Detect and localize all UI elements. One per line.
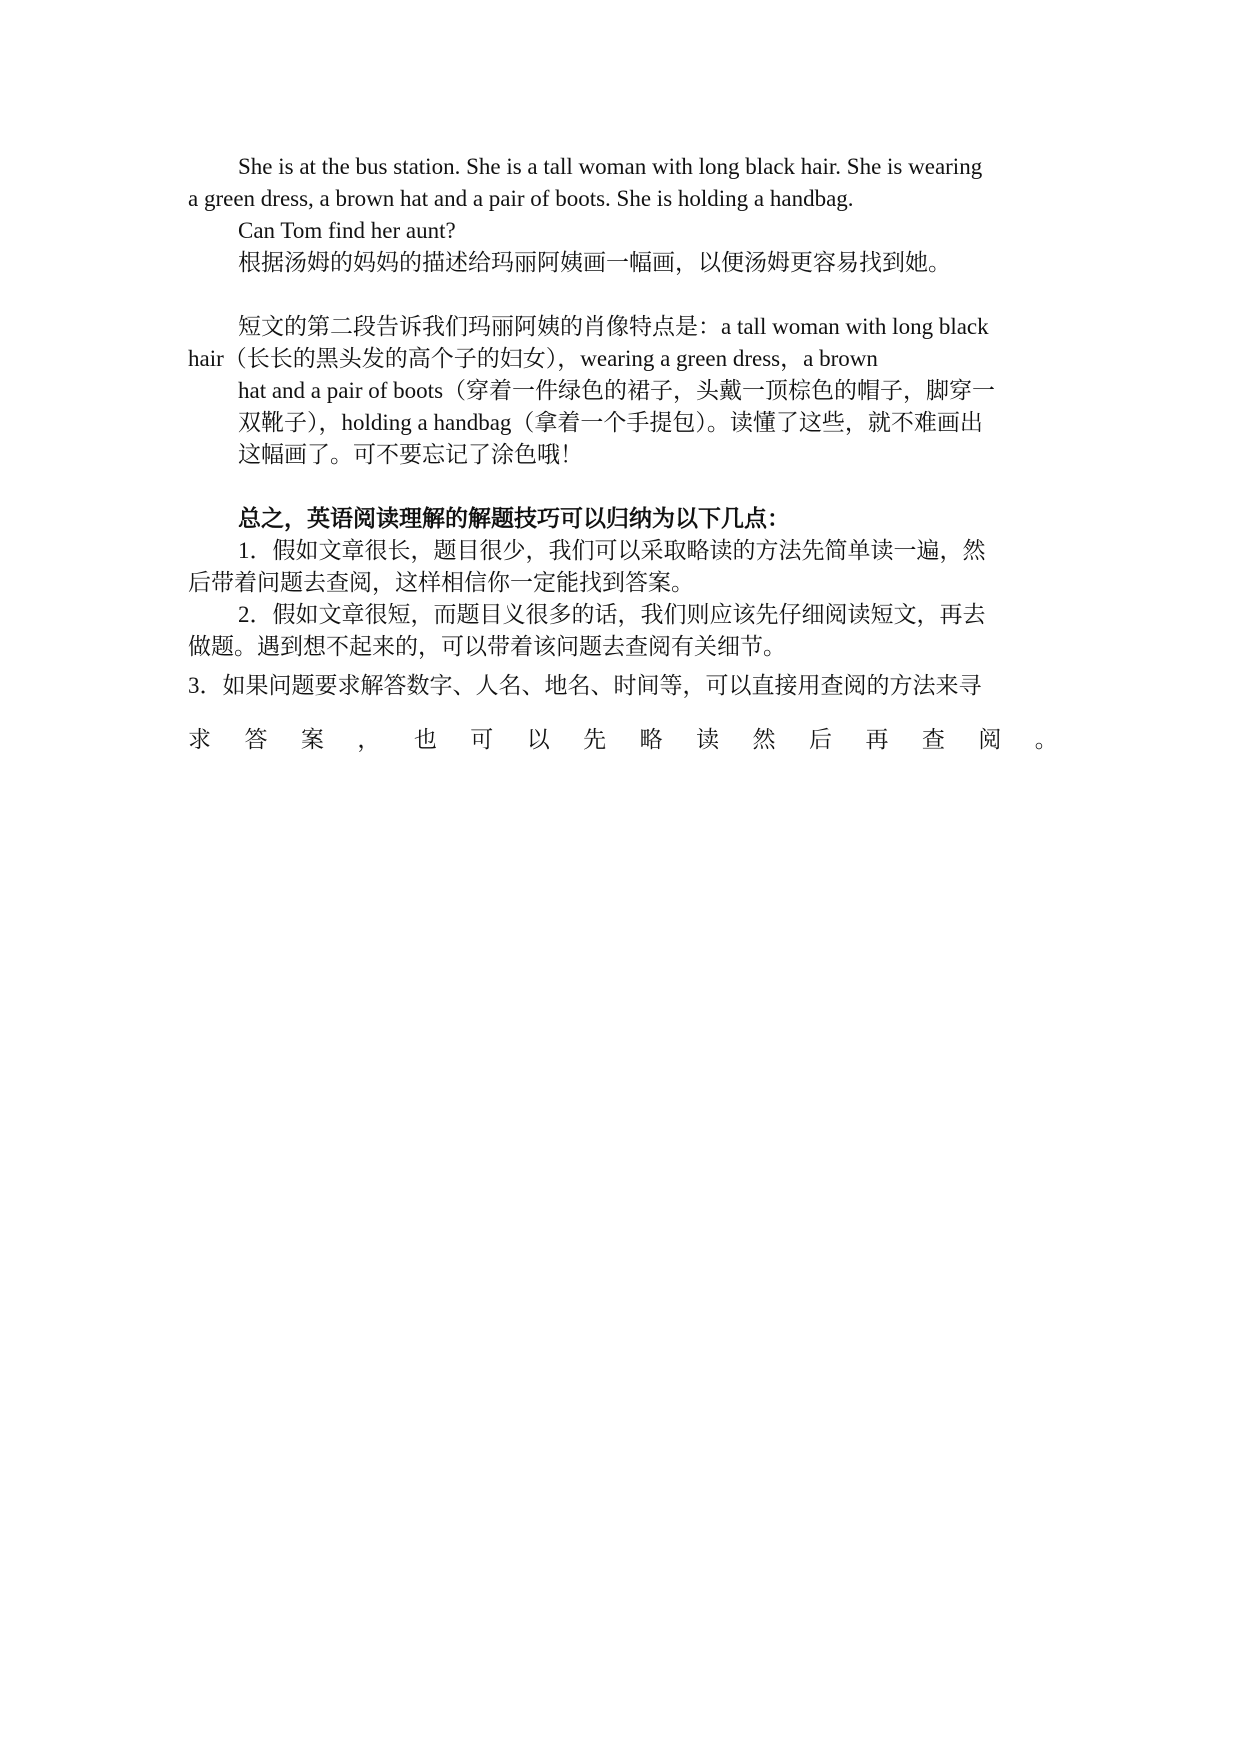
explanation-line-2: hair（长长的黑头发的高个子的妇女），wearing a green dress，a brown	[188, 346, 878, 371]
tip-3-char: 求	[188, 727, 211, 752]
explanation-line-4: 双靴子），holding a handbag（拿着一个手提包）。读懂了这些，就不难画出	[238, 410, 983, 435]
tip-3-char: 再	[865, 727, 889, 752]
tip-2-line-2: 做题。遇到想不起来的，可以带着该问题去查阅有关细节。	[188, 634, 786, 659]
tip-3-char: ，	[357, 727, 381, 752]
tip-3-char: 案	[300, 727, 324, 752]
story-question: Can Tom find her aunt?	[238, 218, 456, 243]
tip-1-line-2: 后带着问题去查阅，这样相信你一定能找到答案。	[188, 570, 694, 595]
explanation-line-3: hat and a pair of boots（穿着一件绿色的裙子，头戴一顶棕色的帽子，脚穿一	[238, 378, 996, 403]
tip-1-line-1: 1．假如文章很长，题目很少，我们可以采取略读的方法先简单读一遍，然	[238, 538, 986, 563]
tip-3-char: 然	[752, 727, 776, 752]
tip-3-char: 答	[244, 727, 268, 752]
story-line-2: a green dress, a brown hat and a pair of boots. She is holding a handbag.	[188, 186, 854, 211]
tip-3-char: 读	[696, 727, 720, 752]
tip-3-char: 略	[639, 727, 663, 752]
explanation-line-1: 短文的第二段告诉我们玛丽阿姨的肖像特点是：a tall woman with long black	[238, 314, 989, 339]
story-task: 根据汤姆的妈妈的描述给玛丽阿姨画一幅画，以便汤姆更容易找到她。	[238, 250, 951, 275]
tip-2-line-1: 2．假如文章很短，而题目义很多的话，我们则应该先仔细阅读短文，再去	[238, 602, 986, 627]
tip-3-char: 可	[470, 727, 494, 752]
tip-3-line-1: 3．如果问题要求解答数字、人名、地名、时间等，可以直接用查阅的方法来寻	[188, 673, 982, 698]
tip-3-char: 。	[1034, 727, 1058, 752]
summary-heading: 总之，英语阅读理解的解题技巧可以归纳为以下几点：	[238, 506, 790, 531]
tip-3-char: 先	[583, 727, 607, 752]
tip-3-line-2	[188, 723, 1058, 756]
tip-3-char: 阅	[978, 727, 1002, 752]
tip-3-char: 后	[808, 727, 832, 752]
explanation-line-5: 这幅画了。可不要忘记了涂色哦！	[238, 442, 583, 467]
tip-3-char: 以	[526, 727, 550, 752]
tip-3-char: 也	[413, 727, 437, 752]
story-line-1: She is at the bus station. She is a tall woman with long black hair. She is wearing	[238, 154, 983, 179]
tip-3-char: 查	[921, 727, 945, 752]
